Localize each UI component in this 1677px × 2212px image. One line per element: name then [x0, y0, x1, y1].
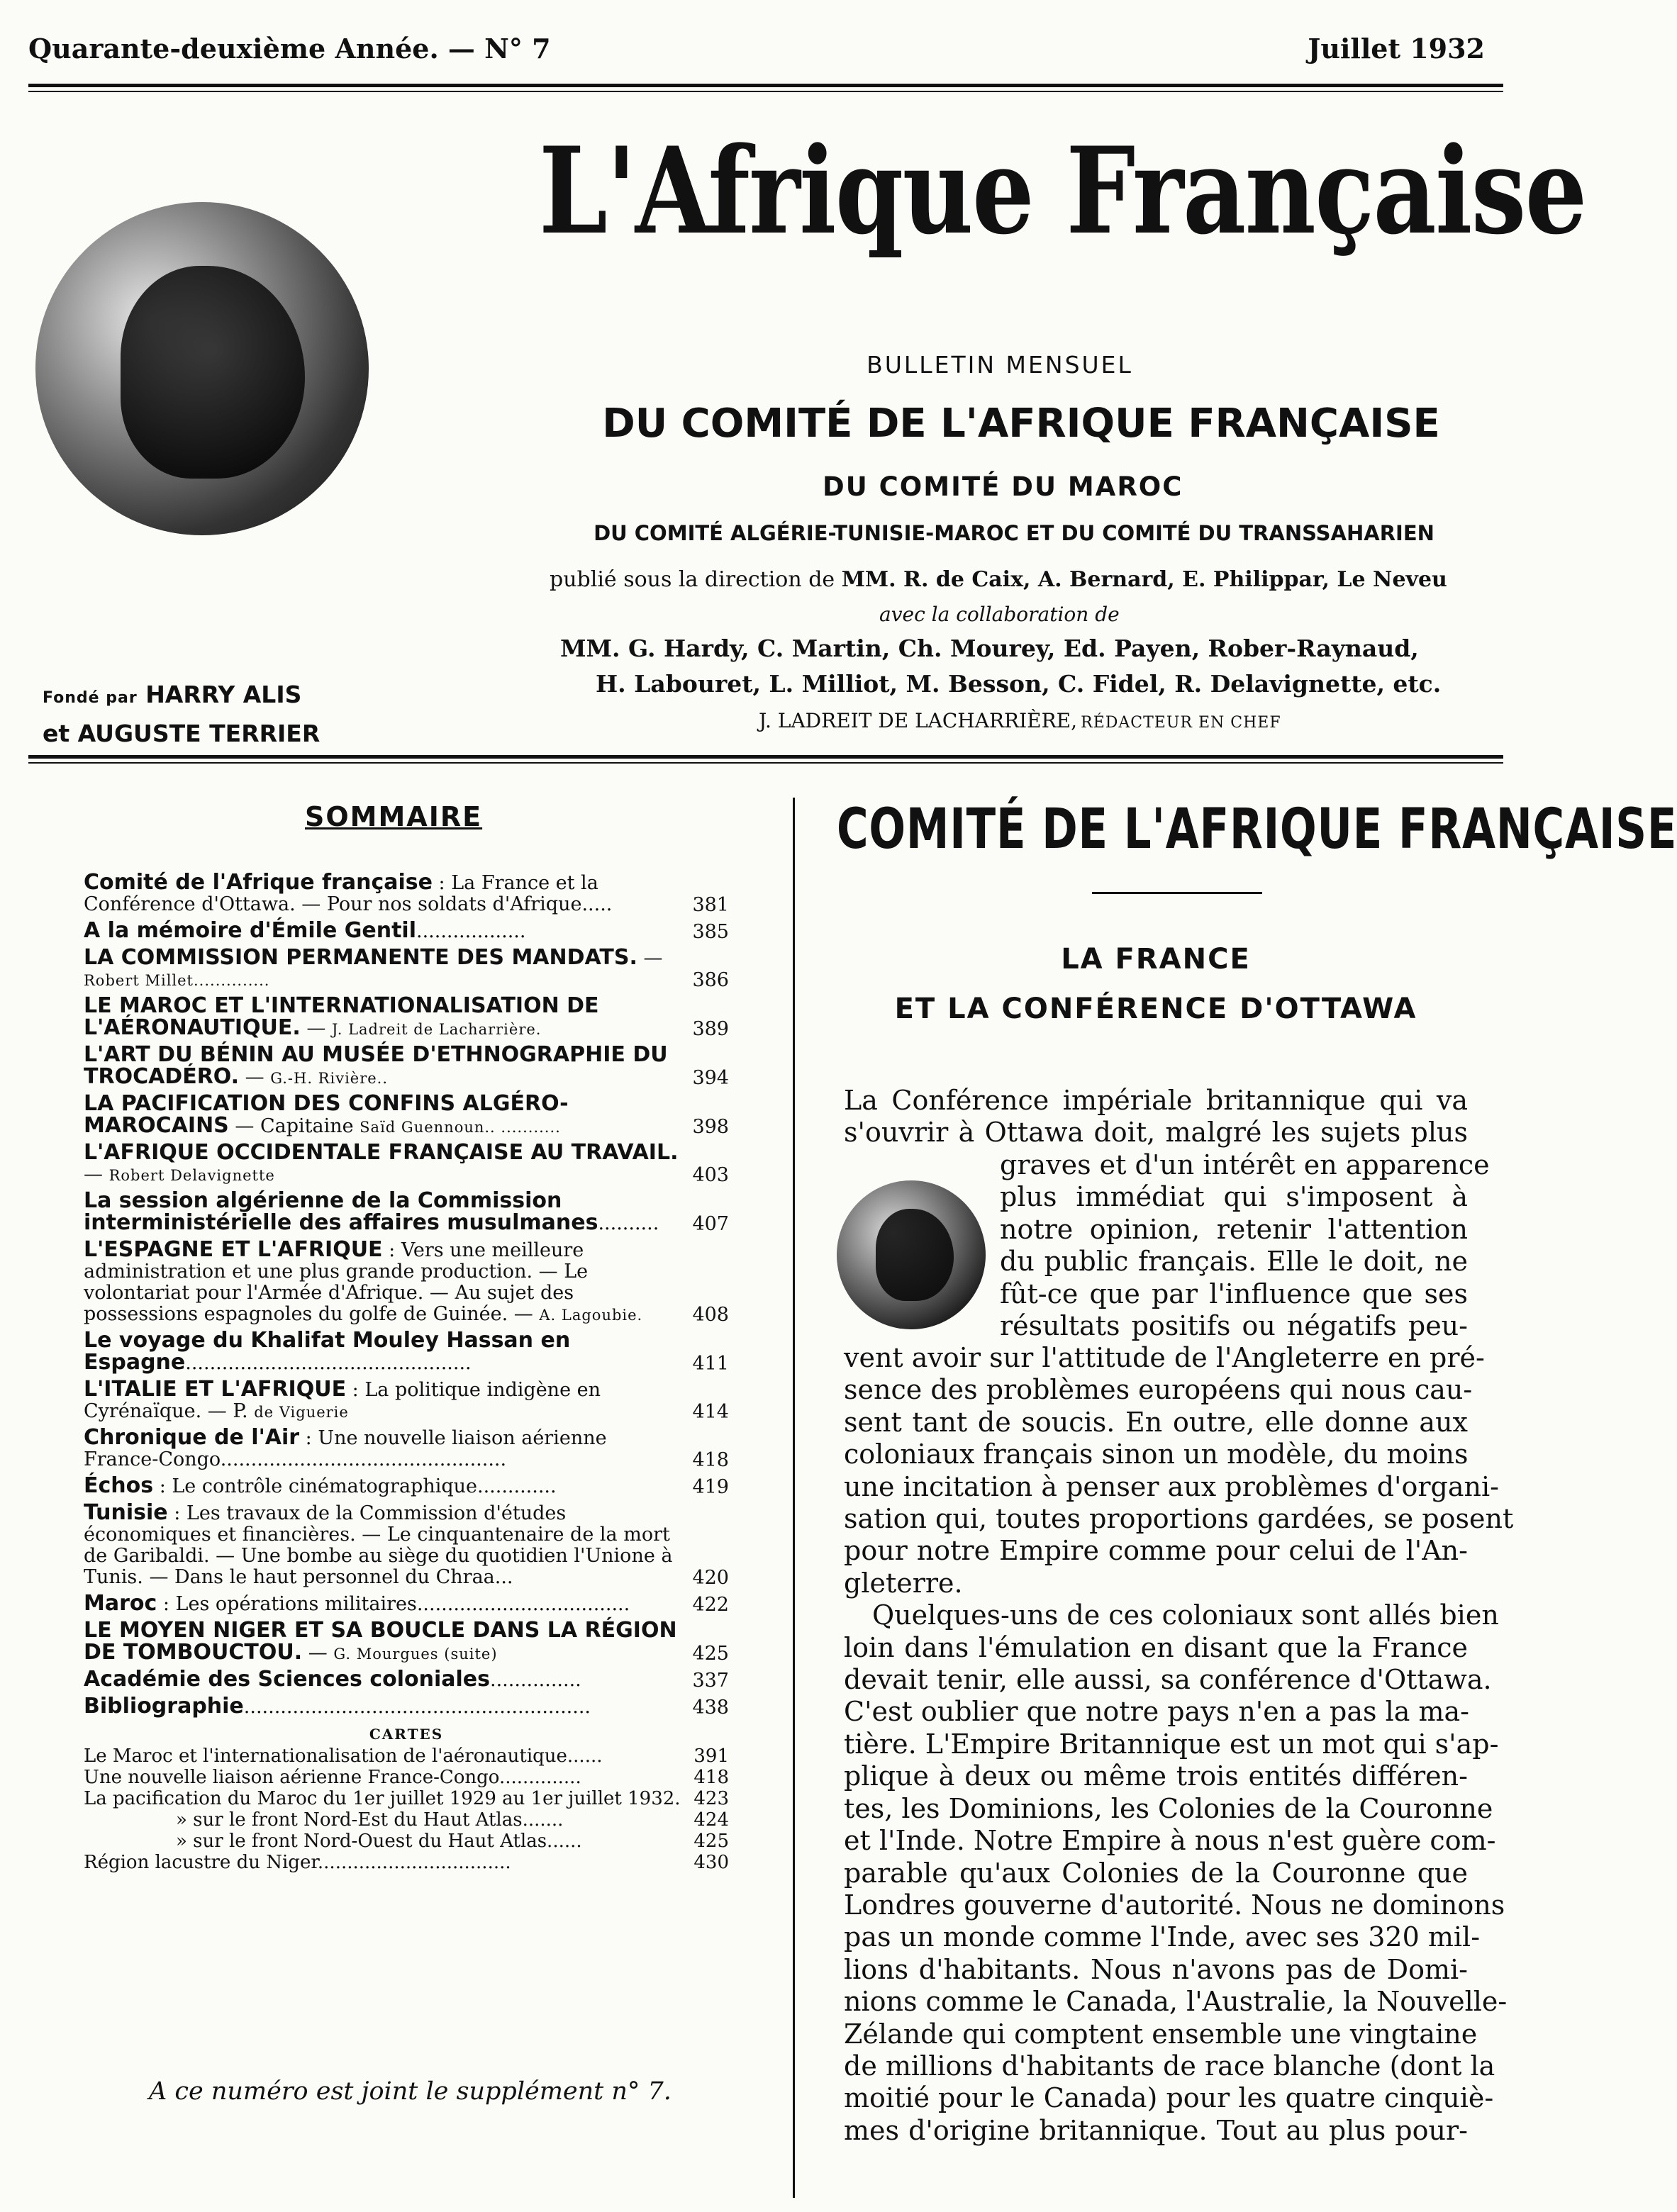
collaborators-line2: H. Labouret, L. Milliot, M. Besson, C. Fidel, R. Delavignette, etc.: [596, 670, 1442, 698]
page-number: 394: [692, 1067, 729, 1089]
toc-item: Le voyage du Khalifat Mouley Hassan en Espagne............................................... 411: [84, 1328, 729, 1375]
toc-item: L'ITALIE ET L'AFRIQUE : La politique indigène en Cyrénaïque. — P. de Viguerie 414: [84, 1377, 729, 1423]
founder-1: HARRY ALIS: [145, 681, 302, 708]
top-rule-thin: [28, 91, 1503, 92]
carte-item: » sur le front Nord-Est du Haut Atlas....... 424: [176, 1809, 729, 1831]
journal-title: L'Afrique Française: [539, 121, 1586, 261]
editor-role: RÉDACTEUR EN CHEF: [1081, 714, 1281, 732]
committee-others: DU COMITÉ ALGÉRIE-TUNISIE-MAROC ET DU COMITÉ DU TRANSSAHARIEN: [594, 521, 1434, 545]
page-number: 425: [692, 1643, 729, 1665]
page-number: 420: [692, 1567, 729, 1589]
toc-item: Échos : Le contrôle cinématographique............. 419: [84, 1473, 729, 1498]
article-wrap-text: graves et d'un intérêt en apparence plus immédiat qui s'imposent à notre opinion, retenir l'attention du public français. Elle le doit, ne fût-ce que par l'influence que ses résultats positifs ou négatifs peu-: [1000, 1149, 1490, 1342]
page-number: 438: [692, 1697, 729, 1719]
article-body: vent avoir sur l'attitude de l'Angleterre en pré- sence des problèmes européens qui nous cau- sent tant de soucis. En outre, elle donne aux coloniaux français sinon un modèle, du moins une incitation à penser aux problèmes d'organi- sation qui, toutes proportions gardées, se posent pour notre Empire comme pour celui de l'An- gleterre. Quelques-uns de ces coloniaux sont allés bien loin dans l'émulation en disant que la France devait tenir, elle aussi, sa conférence d'Ottawa. C'est oublier que notre pays n'en a pas la ma- tière. L'Empire Britannique est un mot qui s'ap- plique à deux ou même trois entités différen- tes, les Dominions, les Colonies de la Couronne et l'Inde. Notre Empire à nous n'est guère com- parable qu'aux Colonies de la Couronne que Londres gouverne d'autorité. Nous ne dominons pas un monde comme l'Inde, avec ses 320 mil- lions d'habitants. Nous n'avons pas de Domi- nions comme le Canada, l'Australie, la Nouvelle- Zélande qui comptent ensemble une vingtaine de millions d'habitants de race blanche (dont la moitié pour le Canada) pour les quatre cinquiè- mes d'origine britannique. Tout au plus pour-: [844, 1342, 1514, 2146]
toc-item: La session algérienne de la Commission interministérielle des affaires musulmanes.......... 407: [84, 1188, 729, 1235]
bulletin-label: BULLETIN MENSUEL: [867, 351, 1133, 379]
issue-date: Juillet 1932: [1308, 33, 1485, 65]
toc-item: LE MAROC ET L'INTERNATIONALISATION DE L'AÉRONAUTIQUE. — J. Ladreit de Lacharrière. 389: [84, 993, 729, 1040]
page-number: 386: [692, 969, 729, 991]
toc-item: LE MOYEN NIGER ET SA BOUCLE DANS LA RÉGION DE TOMBOUCTOU. — G. Mourgues (suite) 425: [84, 1618, 729, 1665]
carte-item: Le Maroc et l'internationalisation de l'aéronautique...... 391: [84, 1745, 729, 1767]
page-number: 385: [692, 921, 729, 943]
carte-item: Une nouvelle liaison aérienne France-Congo.............. 418: [84, 1767, 729, 1788]
article-title-line1: LA FRANCE: [1061, 943, 1251, 976]
page-number: 419: [692, 1476, 729, 1498]
page-number: 398: [692, 1116, 729, 1138]
page-number: 408: [692, 1304, 729, 1326]
committee-main: DU COMITÉ DE L'AFRIQUE FRANÇAISE: [602, 401, 1440, 447]
toc-item: Comité de l'Afrique française : La France et la Conférence d'Ottawa. — Pour nos soldats d'Afrique..... 381: [84, 870, 729, 916]
masthead-bottom-rule: [28, 755, 1503, 759]
toc-item: Bibliographie......................................................... 438: [84, 1694, 729, 1719]
article-title-line2: ET LA CONFÉRENCE D'OTTAWA: [894, 993, 1417, 1025]
column-rule: [793, 798, 795, 2198]
toc-item: L'AFRIQUE OCCIDENTALE FRANÇAISE AU TRAVAIL. — Robert Delavignette 403: [84, 1140, 729, 1186]
editor-line: [759, 709, 1281, 732]
editor-name: J. LADREIT DE LACHARRIÈRE,: [759, 709, 1078, 732]
carte-item: La pacification du Maroc du 1er juillet 1929 au 1er juillet 1932. 423: [84, 1788, 729, 1809]
page-number: 422: [692, 1594, 729, 1616]
carte-item: Région lacustre du Niger................................. 430: [84, 1852, 729, 1873]
toc-item: A la mémoire d'Émile Gentil.................. 385: [84, 918, 729, 943]
globe-illustration: [35, 202, 369, 535]
issue-number: Quarante-deuxième Année. — N° 7: [28, 33, 551, 65]
sommaire-heading: SOMMAIRE: [305, 801, 483, 832]
toc-item: L'ESPAGNE ET L'AFRIQUE : Vers une meilleure administration et une plus grande production. — Le volontariat pour l'Armée d'Afrique. — Au sujet des possessions espagnoles du golfe de Guinée. — A. Lagoubie. 408: [84, 1237, 729, 1326]
toc-item: LA PACIFICATION DES CONFINS ALGÉRO-MAROCAINS — Capitaine Saïd Guennoun.. ........... 398: [84, 1091, 729, 1138]
page-number: 389: [692, 1018, 729, 1040]
toc-item: LA COMMISSION PERMANENTE DES MANDATS. — Robert Millet.............. 386: [84, 945, 729, 991]
toc-item: Tunisie : Les travaux de la Commission d'études économiques et financières. — Le cinquantenaire de la mort de Garibaldi. — Une bombe au siège du quotidien l'Unione à Tunis. — Dans le haut personnel du Chraa... 420: [84, 1500, 729, 1589]
toc-item: Maroc : Les opérations militaires................................... 422: [84, 1591, 729, 1616]
founder-2: et AUGUSTE TERRIER: [43, 720, 321, 747]
collaborators-line1: MM. G. Hardy, C. Martin, Ch. Mourey, Ed. Payen, Rober-Raynaud,: [560, 635, 1419, 662]
page-number: 407: [692, 1213, 729, 1235]
section-rule: [1092, 892, 1262, 894]
cartes-heading: CARTES: [369, 1726, 444, 1743]
direction-line: [550, 567, 1500, 592]
top-rule: [28, 84, 1503, 87]
supplement-note: A ce numéro est joint le supplément n° 7.: [149, 2077, 672, 2106]
page-number: 403: [692, 1164, 729, 1186]
direction-prefix: publié sous la direction de: [550, 567, 835, 592]
collaboration-label: avec la collaboration de: [879, 603, 1120, 626]
toc-item: Chronique de l'Air : Une nouvelle liaison aérienne France-Congo............................................... 418: [84, 1425, 729, 1471]
page-number: 418: [692, 1449, 729, 1471]
toc-item: L'ART DU BÉNIN AU MUSÉE D'ETHNOGRAPHIE DU TROCADÉRO. — G.-H. Rivière.. 394: [84, 1042, 729, 1089]
table-of-contents: [84, 872, 729, 1873]
founded-prefix: Fondé par: [43, 689, 138, 707]
masthead-bottom-rule-thin: [28, 762, 1503, 764]
page-number: 414: [692, 1401, 729, 1423]
carte-item: » sur le front Nord-Ouest du Haut Atlas...... 425: [176, 1831, 729, 1852]
committee-maroc: DU COMITÉ DU MAROC: [823, 471, 1183, 502]
toc-item: Académie des Sciences coloniales............... 337: [84, 1667, 729, 1692]
section-heading: COMITÉ DE L'AFRIQUE FRANÇAISE: [837, 798, 1677, 861]
founders: [43, 677, 320, 752]
article-intro: La Conférence impériale britannique qui va s'ouvrir à Ottawa doit, malgré les sujets plus: [844, 1085, 1468, 1149]
globe-vignette: [837, 1180, 986, 1329]
page-number: 411: [692, 1353, 729, 1375]
page-number: 337: [692, 1670, 729, 1692]
page-number: 381: [692, 894, 729, 916]
direction-names: MM. R. de Caix, A. Bernard, E. Philippar, Le Neveu: [841, 567, 1447, 592]
